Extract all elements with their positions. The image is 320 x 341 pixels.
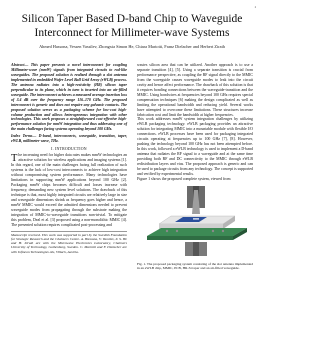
page-number: 1: [254, 5, 256, 9]
abstract: Abstract— This paper presents a novel interconnect for coupling Millimeter-wave (mmW) signals from integrated circuits to rod-like waveguides. The proposed solution is realized through a slot antenna implemented in embedded Wafer Level Ball Grid Array (eWLB) process. The antenna radiates into a high-resistivity (HR) silicon taper perpendicular to its plane, which in turn is inserted into an air-filled waveguide. The interconnect achieves a measured average insertion loss of 3.4 dB over the frequency range 116–170 GHz. The proposed interconnect is generic and does not require any galvanic contacts. The proposed solution serves as a packaging scheme for low-cost high-volume production and allows heterogeneous integration with other technologies. This work proposes a straightforward cost-effective high-performance solution for mmW integration and thus addressing one of the main challenges facing systems operating beyond 100 GHz.: [11, 63, 127, 132]
index-terms: Index Terms— D-band, interconnects, waveguide, transition, taper, eWLB, millimeter-wave, THz.: [11, 133, 127, 143]
right-column: [137, 63, 253, 270]
intro-text: he increasing need for higher data rates makes mmW technologies an attractive solution for wireless applications and imaging systems [1]. In this regard, one of the main challenges facing full realization of such systems is the lack of low-cost interconnects to achieve high integration without compromising system performance. Many technologies have limitations in supporting mmW applications beyond 100 GHz [2]. Packaging mmW chips becomes difficult and losses increase with frequency, demanding new system level solutions. The drawback of this technique is that, most highly integrated circuits are relatively large in size and waveguide dimensions shrink as frequency goes higher and hence, a mmW MMIC would exceed the admitted dimensions needed to prevent waveguide modes from propagating through the substrate making the integration of MMIC-to-waveguide transitions non-trivial. To mitigate this problem, Deal et al. [3] proposed using a non-monolithic MMIC [4]. The presented solution requires complicated post-processing and: [11, 153, 127, 227]
footnote: Manuscript received. This work was supported in part by the Swedish Foundation for Strategic Research and the Chalmers Centre. A. Hassona, V. Vassilev, Z. S. He and H. Zirath are with the Microwave Electronics Laboratory, Chalmers University of Technology, Gothenburg, Sweden. C. Mariotti and F. Dielacher are with Infineon Technologies AG, Villach, Austria.: [11, 232, 127, 254]
solder-ball: [166, 230, 168, 232]
body-paragraph-3: Figure 1 shows the proposed complete system, viewed from: [137, 176, 231, 181]
drop-cap: T: [11, 152, 18, 164]
pcb-top: [147, 228, 247, 236]
author-list: Ahmed Hassona, Vessen Vassilev, Zhongxia Simon He, Chiara Mariotti, Franz Dielacher and Herbert Zirath: [39, 44, 225, 49]
solder-ball: [222, 230, 224, 232]
lower-waveguide-channel: [193, 242, 199, 256]
pcb-front: [147, 236, 233, 240]
system-diagram: [137, 184, 253, 261]
slot-antenna: [193, 218, 199, 219]
figure-caption: Fig. 1. The proposed packaging system consisting of the slot antenna implemented in an eWLB chip, MMIC, PCB, HR-Si taper and an air-filled waveguide.: [137, 261, 253, 271]
solder-ball: [176, 230, 178, 232]
intro-paragraph: [11, 153, 127, 227]
solder-ball: [212, 230, 214, 232]
left-column: [11, 63, 127, 254]
body-paragraph-2: This work addresses mmW system integration challenges by utilizing eWLB packaging technology. eWLB packaging provides an attractive solution for integrating MMIC into a mountable module with flexible I/O connections. eWLB processes have been used for packaging integrated circuits operating at frequencies up to 100 GHz [7], [8]. However, pushing the technology beyond 100 GHz has not been attempted before. In this work, followed a eWLB technology is used to implement a D-band antenna that radiates the RF signal to a waveguide and at the same time providing both RF and DC connectivity to the MMIC through eWLB redistribution layers and vias. The proposed approach is generic and can be used to package circuits from any technology. The concept is supported and verified by experimental results.: [137, 117, 253, 176]
body-paragraph-1: wastes silicon area that can be utilized. Another approach is to use a separate transition [4], [5]. Using a separate transition is crucial from performance perspective, as coupling the RF signal directly to the MMIC from the waveguide causes waveguide modes to leak into the circuit cavity and hence affect performance. The drawback of this solution is that it requires bonding connections between the waveguide-transition and the MMIC. Using bondwires at frequencies beyond 100 GHz requires special compensation techniques [6] making the design complicated as well as limiting the operational bandwidth and reducing yield. Several works have attempted to overcome these limitations. These structures increase fabrication cost and limit the bandwidth at higher frequencies.: [137, 63, 253, 117]
paper-title: Silicon Taper Based D-band Chip to Waveguide Interconnect for Millimeter-wave Systems: [21, 13, 243, 39]
section-heading-introduction: I. INTRODUCTION: [51, 146, 87, 151]
figure-1: [137, 184, 253, 261]
